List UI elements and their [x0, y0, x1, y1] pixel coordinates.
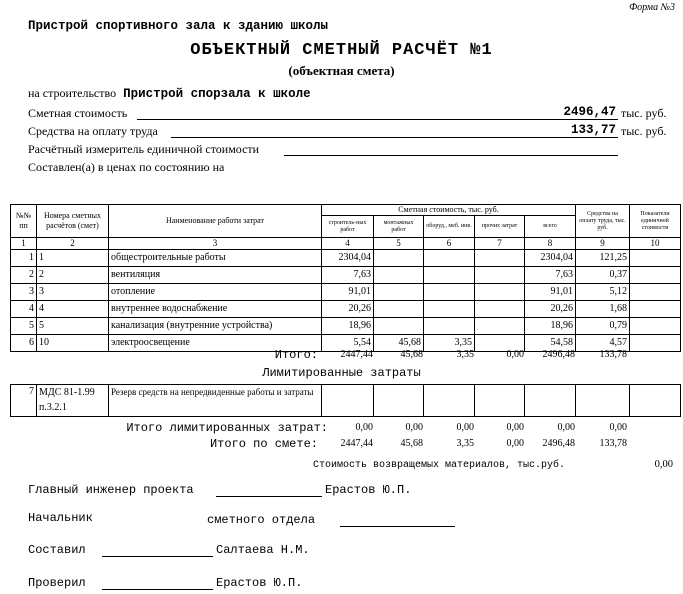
row-calc: 10: [37, 335, 109, 352]
row-construction: 2304,04: [322, 250, 374, 267]
itogo-smeta-other: 0,00: [506, 438, 524, 449]
row-wage: [576, 385, 630, 417]
header-cost-group: Сметная стоимость, тыс. руб.: [322, 205, 576, 216]
unit-meter-underline: [284, 155, 618, 156]
row-equipment: [424, 250, 475, 267]
row-other: [475, 267, 525, 284]
row-installation: [374, 385, 424, 417]
row-total: 7,63: [525, 267, 576, 284]
row-name: отопление: [109, 284, 322, 301]
row-name: Резерв средств на непредвиденные работы и затраты: [109, 385, 322, 417]
row-num: 4: [11, 301, 37, 318]
document-title: ОБЪЕКТНЫЙ СМЕТНЫЙ РАСЧЁТ №1: [190, 41, 493, 60]
row-other: [475, 301, 525, 318]
row-num: 1: [11, 250, 37, 267]
row-num: 3: [11, 284, 37, 301]
checked-name: Ерастов Ю.П.: [216, 576, 303, 590]
chief-engineer-name: Ерастов Ю.П.: [325, 483, 412, 497]
row-calc: 4: [37, 301, 109, 318]
row-unit-cost: [630, 385, 681, 417]
row-total: 91,01: [525, 284, 576, 301]
cost-unit: тыс. руб.: [621, 106, 667, 120]
construction-prefix: на строительство: [28, 86, 117, 100]
header-total: всего: [525, 216, 576, 238]
row-equipment: [424, 284, 475, 301]
wage-underline: [171, 137, 618, 138]
itogo-limited-equipment: 0,00: [456, 422, 474, 433]
itogo-wage: 133,78: [599, 349, 627, 360]
row-construction: 5,54: [322, 335, 374, 352]
compiled-label: Составил: [28, 543, 86, 557]
row-total: 54,58: [525, 335, 576, 352]
row-unit-cost: [630, 267, 681, 284]
checked-signature-line: [102, 589, 213, 590]
prices-label: Составлен(а) в ценах по состоянию на: [28, 160, 225, 174]
itogo-installation: 45,68: [400, 349, 423, 360]
row-wage: 121,25: [576, 250, 630, 267]
row-equipment: [424, 301, 475, 318]
itogo-smeta-construction: 2447,44: [340, 438, 373, 449]
header-wage: Средства на оплату труда, тыс. руб.: [576, 205, 630, 238]
col-number: 8: [525, 238, 576, 250]
col-number: 3: [109, 238, 322, 250]
row-total: [525, 385, 576, 417]
table-row: [11, 267, 681, 284]
itogo-other: 0,00: [506, 349, 524, 360]
checked-label: Проверил: [28, 576, 86, 590]
row-equipment: [424, 385, 475, 417]
row-total: 20,26: [525, 301, 576, 318]
compiled-name: Салтаева Н.М.: [216, 543, 310, 557]
cost-label: Сметная стоимость: [28, 106, 128, 120]
returned-materials-value: 0,00: [654, 459, 673, 470]
col-number: 4: [322, 238, 374, 250]
row-other: [475, 385, 525, 417]
row-unit-cost: [630, 284, 681, 301]
construction-line: [28, 86, 311, 101]
itogo-smeta-installation: 45,68: [400, 438, 423, 449]
header-equipment: оборуд., меб. инв.: [424, 216, 475, 238]
construction-name: Пристрой спорзала к школе: [123, 87, 311, 101]
header-work-name: Наименование работи затрат: [109, 205, 322, 238]
limited-table: [10, 384, 681, 417]
row-wage: 4,57: [576, 335, 630, 352]
row-construction: [322, 385, 374, 417]
row-unit-cost: [630, 301, 681, 318]
itogo-construction: 2447,44: [340, 349, 373, 360]
row-other: [475, 318, 525, 335]
row-calc: МДС 81-1.99 п.3.2.1: [37, 385, 109, 417]
col-number: 9: [576, 238, 630, 250]
row-wage: 0,79: [576, 318, 630, 335]
chief-engineer-label: Главный инженер проекта: [28, 483, 194, 497]
row-equipment: 3,35: [424, 335, 475, 352]
header-unit-cost: Показатели единичной стоимости: [630, 205, 681, 238]
estimate-table: [10, 204, 681, 352]
itogo-total: 2496,48: [542, 349, 575, 360]
row-installation: 45,68: [374, 335, 424, 352]
head-label: Начальник: [28, 511, 93, 525]
row-construction: 7,63: [322, 267, 374, 284]
row-construction: 18,96: [322, 318, 374, 335]
itogo-limited-label: Итого лимитированных затрат:: [126, 421, 328, 435]
wage-unit: тыс. руб.: [621, 124, 667, 138]
col-number: 7: [475, 238, 525, 250]
header-construction: строитель-ных работ: [322, 216, 374, 238]
header-installation: монтажных работ: [374, 216, 424, 238]
col-number: 10: [630, 238, 681, 250]
row-equipment: [424, 267, 475, 284]
row-calc: 2: [37, 267, 109, 284]
row-num: 2: [11, 267, 37, 284]
row-unit-cost: [630, 250, 681, 267]
row-name: канализация (внутренние устройства): [109, 318, 322, 335]
row-name: общестроительные работы: [109, 250, 322, 267]
col-number: 5: [374, 238, 424, 250]
row-name: внутреннее водоснабжение: [109, 301, 322, 318]
row-installation: [374, 284, 424, 301]
itogo-smeta-total: 2496,48: [542, 438, 575, 449]
header-num: №№ пп: [11, 205, 37, 238]
row-unit-cost: [630, 335, 681, 352]
row-installation: [374, 301, 424, 318]
itogo-label: Итого:: [274, 348, 318, 362]
row-installation: [374, 318, 424, 335]
row-other: [475, 250, 525, 267]
itogo-limited-construction: 0,00: [355, 422, 373, 433]
itogo-smeta-label: Итого по смете:: [209, 437, 318, 451]
itogo-limited-wage: 0,00: [609, 422, 627, 433]
col-number: 2: [37, 238, 109, 250]
head-department: сметного отдела: [207, 513, 316, 527]
row-installation: [374, 267, 424, 284]
row-total: 2304,04: [525, 250, 576, 267]
chief-engineer-signature-line: [216, 496, 322, 497]
building-name: Пристрой спортивного зала к зданию школы: [28, 19, 329, 33]
compiled-signature-line: [102, 556, 213, 557]
form-label: Форма №3: [629, 2, 675, 13]
cost-value: 2496,47: [563, 105, 616, 119]
row-installation: [374, 250, 424, 267]
document-subtitle: (объектная смета): [288, 63, 395, 78]
row-equipment: [424, 318, 475, 335]
row-wage: 1,68: [576, 301, 630, 318]
table-row: [11, 284, 681, 301]
table-row: [11, 318, 681, 335]
row-num: 5: [11, 318, 37, 335]
table-row: [11, 301, 681, 318]
row-wage: 5,12: [576, 284, 630, 301]
row-unit-cost: [630, 318, 681, 335]
cost-underline: [137, 119, 618, 120]
header-calc-numbers: Номера сметных расчётов (смет): [37, 205, 109, 238]
row-calc: 5: [37, 318, 109, 335]
itogo-smeta-equipment: 3,35: [456, 438, 474, 449]
wage-value: 133,77: [570, 123, 616, 137]
col-number: 6: [424, 238, 475, 250]
row-name: вентиляция: [109, 267, 322, 284]
wage-label: Средства на оплату труда: [28, 124, 158, 138]
itogo-limited-total: 0,00: [557, 422, 575, 433]
row-num: 7: [11, 385, 37, 417]
col-number: 1: [11, 238, 37, 250]
header-other: прочих затрат: [475, 216, 525, 238]
itogo-limited-installation: 0,00: [405, 422, 423, 433]
head-signature-line: [340, 526, 455, 527]
row-num: 6: [11, 335, 37, 352]
table-row: [11, 385, 681, 417]
row-wage: 0,37: [576, 267, 630, 284]
row-calc: 3: [37, 284, 109, 301]
itogo-smeta-wage: 133,78: [599, 438, 627, 449]
row-construction: 20,26: [322, 301, 374, 318]
row-total: 18,96: [525, 318, 576, 335]
row-construction: 91,01: [322, 284, 374, 301]
row-other: [475, 284, 525, 301]
itogo-limited-other: 0,00: [506, 422, 524, 433]
returned-materials-label: Стоимость возвращемых материалов, тыс.руб.: [313, 460, 566, 471]
limited-title: Лимитированные затраты: [262, 366, 421, 380]
unit-meter-label: Расчётный измеритель единичной стоимости: [28, 142, 260, 156]
table-row: [11, 250, 681, 267]
itogo-equipment: 3,35: [456, 349, 474, 360]
row-calc: 1: [37, 250, 109, 267]
row-name: электроосвещение: [109, 335, 322, 352]
